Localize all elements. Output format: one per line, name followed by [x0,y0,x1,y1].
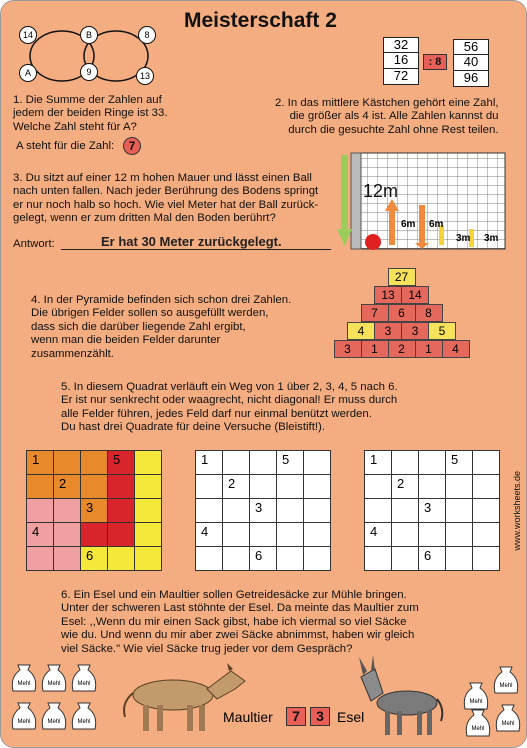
grid-cell[interactable] [304,499,331,523]
right-number: 96 [453,71,489,87]
ring-letter-a: A [19,64,37,82]
divider-box: : 8 [423,54,447,70]
grid-number: 3 [255,500,263,515]
label-6m-down: 6m [429,219,444,230]
grid-cell[interactable] [446,451,473,475]
grid-cell[interactable] [473,475,500,499]
sack-label: Mehl [77,681,91,687]
task3-answer-label: Antwort: [13,238,55,250]
task4-text: 4. In der Pyramide befinden sich schon drei Zahlen. Die übrigen Felder sollen so ausgefüllt werden, dass sich die darüber liegende Zahl ergibt, wenn man die beiden Felder darunter zusammenzählt. [31,294,292,360]
flour-sack-icon [69,661,99,695]
sack-label: Mehl [17,681,31,687]
grid-cell[interactable] [27,451,54,475]
sack-label: Mehl [77,719,91,725]
grid-cell[interactable] [473,523,500,547]
grid-cell[interactable] [108,475,135,499]
pyramid-cell: 1 [361,340,389,358]
grid-number: 4 [370,524,378,539]
solution-grid [26,450,162,571]
pyramid-cell: 1 [415,340,443,358]
left-number-column [383,37,419,85]
grid-number: 5 [113,452,121,467]
page-title: Meisterschaft 2 [184,9,337,32]
pyramid-cell: 14 [401,286,429,304]
flour-sack-icon [39,699,69,733]
grid-cell[interactable] [27,499,54,523]
grid-number: 2 [397,476,405,491]
task1-answer-label: A steht für die Zahl: [16,140,115,152]
grid-cell[interactable] [446,499,473,523]
task3-answer: Er hat 30 Meter zurückgelegt. [101,234,282,249]
grid-cell[interactable] [196,523,223,547]
grid-cell[interactable] [54,475,81,499]
task5-text: 5. In diesem Quadrat verläuft ein Weg von 1 über 2, 3, 4, 5 nach 6. Er ist nur senkrecht oder waagrecht, nicht diagonal! Er muss durch alle Felder führen, jedes Feld darf nur einmal benützt werden. Du hast drei Quadrate für deine Versuche (Bleistift!). [61,381,398,434]
grid-cell[interactable] [304,475,331,499]
sack-label: Mehl [499,683,513,689]
grid-cell[interactable] [223,523,250,547]
grid-cell[interactable] [392,523,419,547]
grid-cell[interactable] [135,475,162,499]
grid-cell[interactable] [250,547,277,571]
grid-cell[interactable] [108,451,135,475]
grid-cell[interactable] [473,499,500,523]
grid-cell[interactable] [135,499,162,523]
grid-number: 2 [228,476,236,491]
grid-cell[interactable] [277,547,304,571]
mule-label: Maultier [223,709,273,725]
website-watermark: www.worksheets.de [512,471,522,551]
right-number: 56 [453,39,489,55]
grid-cell[interactable] [135,451,162,475]
left-number: 16 [383,53,419,69]
flour-sack-icon [463,706,493,740]
flour-sack-icon [69,699,99,733]
grid-cell[interactable] [27,475,54,499]
grid-number: 5 [451,452,459,467]
sack-label: Mehl [501,721,515,727]
grid-cell[interactable] [365,523,392,547]
sack-label: Mehl [471,726,485,732]
grid-cell[interactable] [446,523,473,547]
pyramid-cell: 27 [388,268,416,286]
sack-label: Mehl [17,719,31,725]
pyramid-cell: 5 [428,322,456,340]
grid-cell[interactable] [108,499,135,523]
flour-sack-icon [491,663,521,697]
sack-label: Mehl [47,681,61,687]
mule-answer: 7 [286,707,306,726]
grid-cell[interactable] [304,547,331,571]
sack-label: Mehl [469,699,483,705]
left-number: 72 [383,69,419,85]
pyramid-cell: 3 [374,322,402,340]
grid-cell[interactable] [365,451,392,475]
right-number: 40 [453,55,489,71]
grid-number: 5 [282,452,290,467]
grid-cell[interactable] [135,547,162,571]
ring-number-8: 8 [138,26,156,44]
grid-cell[interactable] [135,523,162,547]
task1-answer: 7 [123,137,141,155]
donkey-label: Esel [337,709,365,725]
grid-cell[interactable] [419,499,446,523]
task6-text: 6. Ein Esel und ein Maultier sollen Getreidesäcke zur Mühle bringen. Unter der schweren Last stöhnte der Esel. Da meinte das Maultier zum Esel: ,,Wenn du mir einen Sack gibst, habe ich viermal so viel Säcke wie du. Und wenn du mir aber zwei Säcke abnimmst, haben wir gleich viel Säcke." Wie viel Säcke trug jeder vor dem Gespräch? [61,589,419,655]
pyramid-cell: 4 [442,340,470,358]
grid-cell[interactable] [108,547,135,571]
label-12m: 12m [363,181,399,201]
flour-sack-icon [9,661,39,695]
grid-cell[interactable] [365,499,392,523]
grid-cell[interactable] [81,523,108,547]
sack-label: Mehl [47,719,61,725]
pyramid-cell: 4 [347,322,375,340]
flour-sack-icon [9,699,39,733]
grid-cell[interactable] [419,475,446,499]
label-3m-down: 3m [484,233,499,244]
grid-cell[interactable] [304,451,331,475]
grid-number: 4 [32,524,40,539]
grid-number: 3 [424,500,432,515]
task1-text: 1. Die Summe der Zahlen auf jedem der beiden Ringe ist 33. Welche Zahl steht für A? [13,94,168,133]
grid-cell[interactable] [392,475,419,499]
task3-answer-line [61,249,331,250]
grid-cell[interactable] [277,523,304,547]
grid-number: 4 [201,524,209,539]
pyramid-cell: 3 [401,322,429,340]
grid-cell[interactable] [223,499,250,523]
ring-number-14: 14 [19,26,37,44]
grid-number: 1 [370,452,378,467]
grid-cell[interactable] [277,451,304,475]
grid-cell[interactable] [365,547,392,571]
pyramid-cell: 6 [388,304,416,322]
grid-cell[interactable] [196,451,223,475]
grid-cell[interactable] [392,547,419,571]
grid-cell[interactable] [250,523,277,547]
donkey-illustration [357,655,447,739]
grid-cell[interactable] [54,451,81,475]
grid-cell[interactable] [473,451,500,475]
pyramid-cell: 7 [361,304,389,322]
pyramid-cell: 8 [415,304,443,322]
grid-cell[interactable] [81,475,108,499]
grid-cell[interactable] [54,499,81,523]
flour-sack-icon [39,661,69,695]
flour-sack-icon [493,701,523,735]
right-number-column [453,39,489,87]
grid-number: 6 [86,548,94,563]
grid-cell[interactable] [392,499,419,523]
task2-text: 2. In das mittlere Kästchen gehört eine Zahl, die größer als 4 ist. Alle Zahlen kannst du durch die gesuchte Zahl ohne Rest teilen. [275,97,499,136]
grid-cell[interactable] [108,523,135,547]
grid-cell[interactable] [196,475,223,499]
grid-cell[interactable] [81,547,108,571]
label-6m-up: 6m [401,219,416,230]
grid-cell[interactable] [81,499,108,523]
grid-cell[interactable] [54,523,81,547]
ring-number-13: 13 [136,67,154,85]
grid-cell[interactable] [419,547,446,571]
grid-cell[interactable] [419,451,446,475]
grid-cell[interactable] [81,451,108,475]
grid-number: 2 [59,476,67,491]
grid-cell[interactable] [446,547,473,571]
grid-number: 3 [86,500,94,515]
grid-cell[interactable] [250,451,277,475]
pyramid-cell: 3 [334,340,362,358]
practice-grid [364,450,500,571]
grid-cell[interactable] [392,451,419,475]
donkey-answer: 3 [310,707,330,726]
grid-cell[interactable] [27,523,54,547]
left-number: 32 [383,37,419,53]
grid-cell[interactable] [277,475,304,499]
grid-cell[interactable] [473,547,500,571]
pyramid-cell: 13 [374,286,402,304]
grid-cell[interactable] [419,523,446,547]
pyramid-cell: 2 [388,340,416,358]
grid-cell[interactable] [250,499,277,523]
grid-cell[interactable] [27,547,54,571]
grid-cell[interactable] [277,499,304,523]
label-3m-up: 3m [456,233,471,244]
grid-cell[interactable] [196,499,223,523]
grid-cell[interactable] [223,475,250,499]
ring-letter-b: B [80,26,98,44]
task3-text: 3. Du sitzt auf einer 12 m hohen Mauer und lässt einen Ball nach unten fallen. Nach jeder Berührung des Bodens springt er nur noch halb so hoch. Wie viel Meter hat der Ball zurück- gelegt, wenn er zum dritten Mal den Boden berührt? [13,172,319,225]
grid-cell[interactable] [223,451,250,475]
grid-number: 1 [201,452,209,467]
grid-number: 1 [32,452,40,467]
grid-number: 6 [255,548,263,563]
grid-cell[interactable] [196,547,223,571]
grid-cell[interactable] [223,547,250,571]
grid-cell[interactable] [446,475,473,499]
practice-grid [195,450,331,571]
grid-number: 6 [424,548,432,563]
grid-cell[interactable] [304,523,331,547]
grid-cell[interactable] [250,475,277,499]
grid-cell[interactable] [365,475,392,499]
ring-number-9: 9 [80,63,98,81]
grid-cell[interactable] [54,547,81,571]
